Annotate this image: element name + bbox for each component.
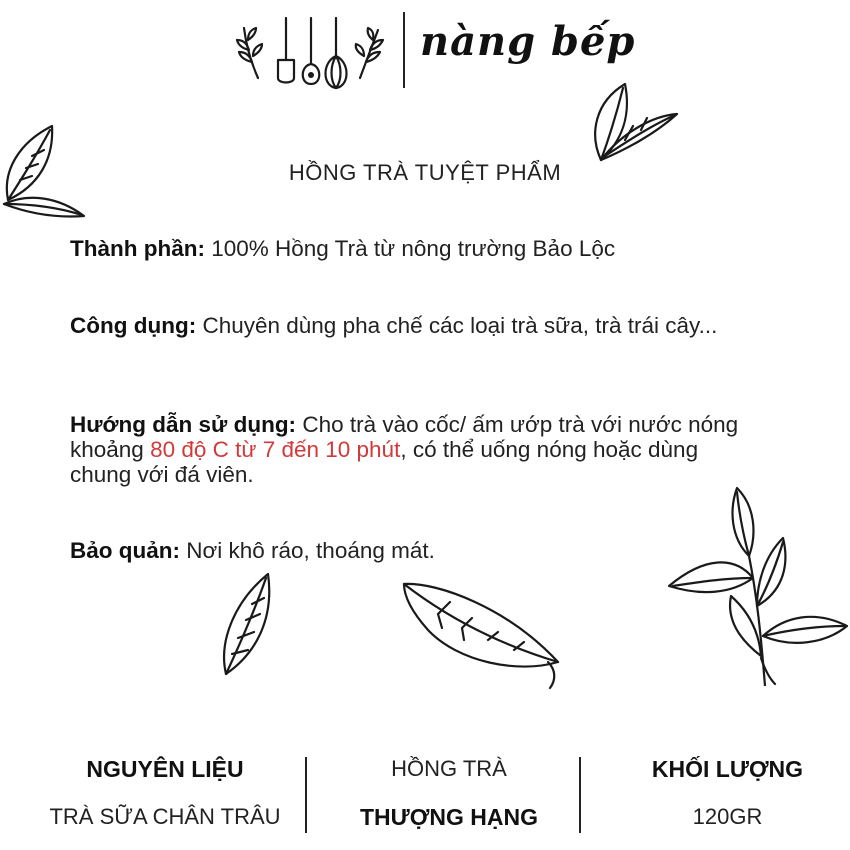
product-title: HỒNG TRÀ TUYỆT PHẨM bbox=[288, 160, 562, 185]
ingredients-label: Thành phần: bbox=[70, 236, 205, 261]
footer-ingredient-label: NGUYÊN LIỆU bbox=[86, 756, 244, 782]
tea-leaf-icon bbox=[218, 570, 274, 680]
guide-highlight: 80 độ C từ 7 đến 10 phút bbox=[150, 437, 401, 462]
spatula-icon bbox=[278, 18, 294, 83]
storage-section bbox=[70, 538, 770, 563]
tea-leaf-icon bbox=[398, 578, 573, 690]
footer-product-value: THƯỢNG HẠNG bbox=[360, 804, 538, 830]
footer-divider bbox=[305, 757, 307, 833]
tea-leaf-icon bbox=[585, 78, 680, 168]
herb-sprig-icon bbox=[237, 28, 262, 78]
spoon-icon bbox=[303, 18, 320, 84]
brand-name: nàng bếp bbox=[420, 18, 636, 65]
usage-label: Công dụng: bbox=[70, 313, 197, 338]
storage-label: Bảo quản: bbox=[70, 538, 180, 563]
whisk-icon bbox=[326, 18, 347, 88]
ingredients-text: 100% Hồng Trà từ nông trường Bảo Lộc bbox=[204, 236, 616, 261]
guide-text-1: Cho trà vào cốc/ ấm ướp trà với nước nóng khoảng bbox=[70, 412, 739, 462]
logo-divider bbox=[403, 12, 405, 88]
logo-utensils-icon bbox=[236, 10, 386, 92]
storage-text: Nơi khô ráo, thoáng mát. bbox=[180, 538, 435, 563]
guide-label: Hướng dẫn sử dụng: bbox=[70, 412, 297, 437]
footer-weight-value: 120GR bbox=[692, 804, 763, 829]
footer-weight-label: KHỐI LƯỢNG bbox=[651, 756, 804, 782]
guide-text-2: , có thể uống nóng hoặc dùng chung với đá viên. bbox=[70, 437, 699, 487]
usage-text: Chuyên dùng pha chế các loại trà sữa, trà trái cây... bbox=[196, 313, 718, 338]
herb-sprig-icon bbox=[356, 28, 383, 78]
footer-product-label: HỒNG TRÀ bbox=[391, 756, 507, 781]
usage-section bbox=[70, 313, 760, 338]
ingredients-section bbox=[70, 236, 770, 261]
footer-ingredient-value: TRÀ SỮA CHÂN TRÂU bbox=[49, 804, 281, 829]
guide-section bbox=[70, 412, 740, 487]
footer-divider bbox=[579, 757, 581, 833]
tea-leaf-icon bbox=[665, 486, 850, 686]
